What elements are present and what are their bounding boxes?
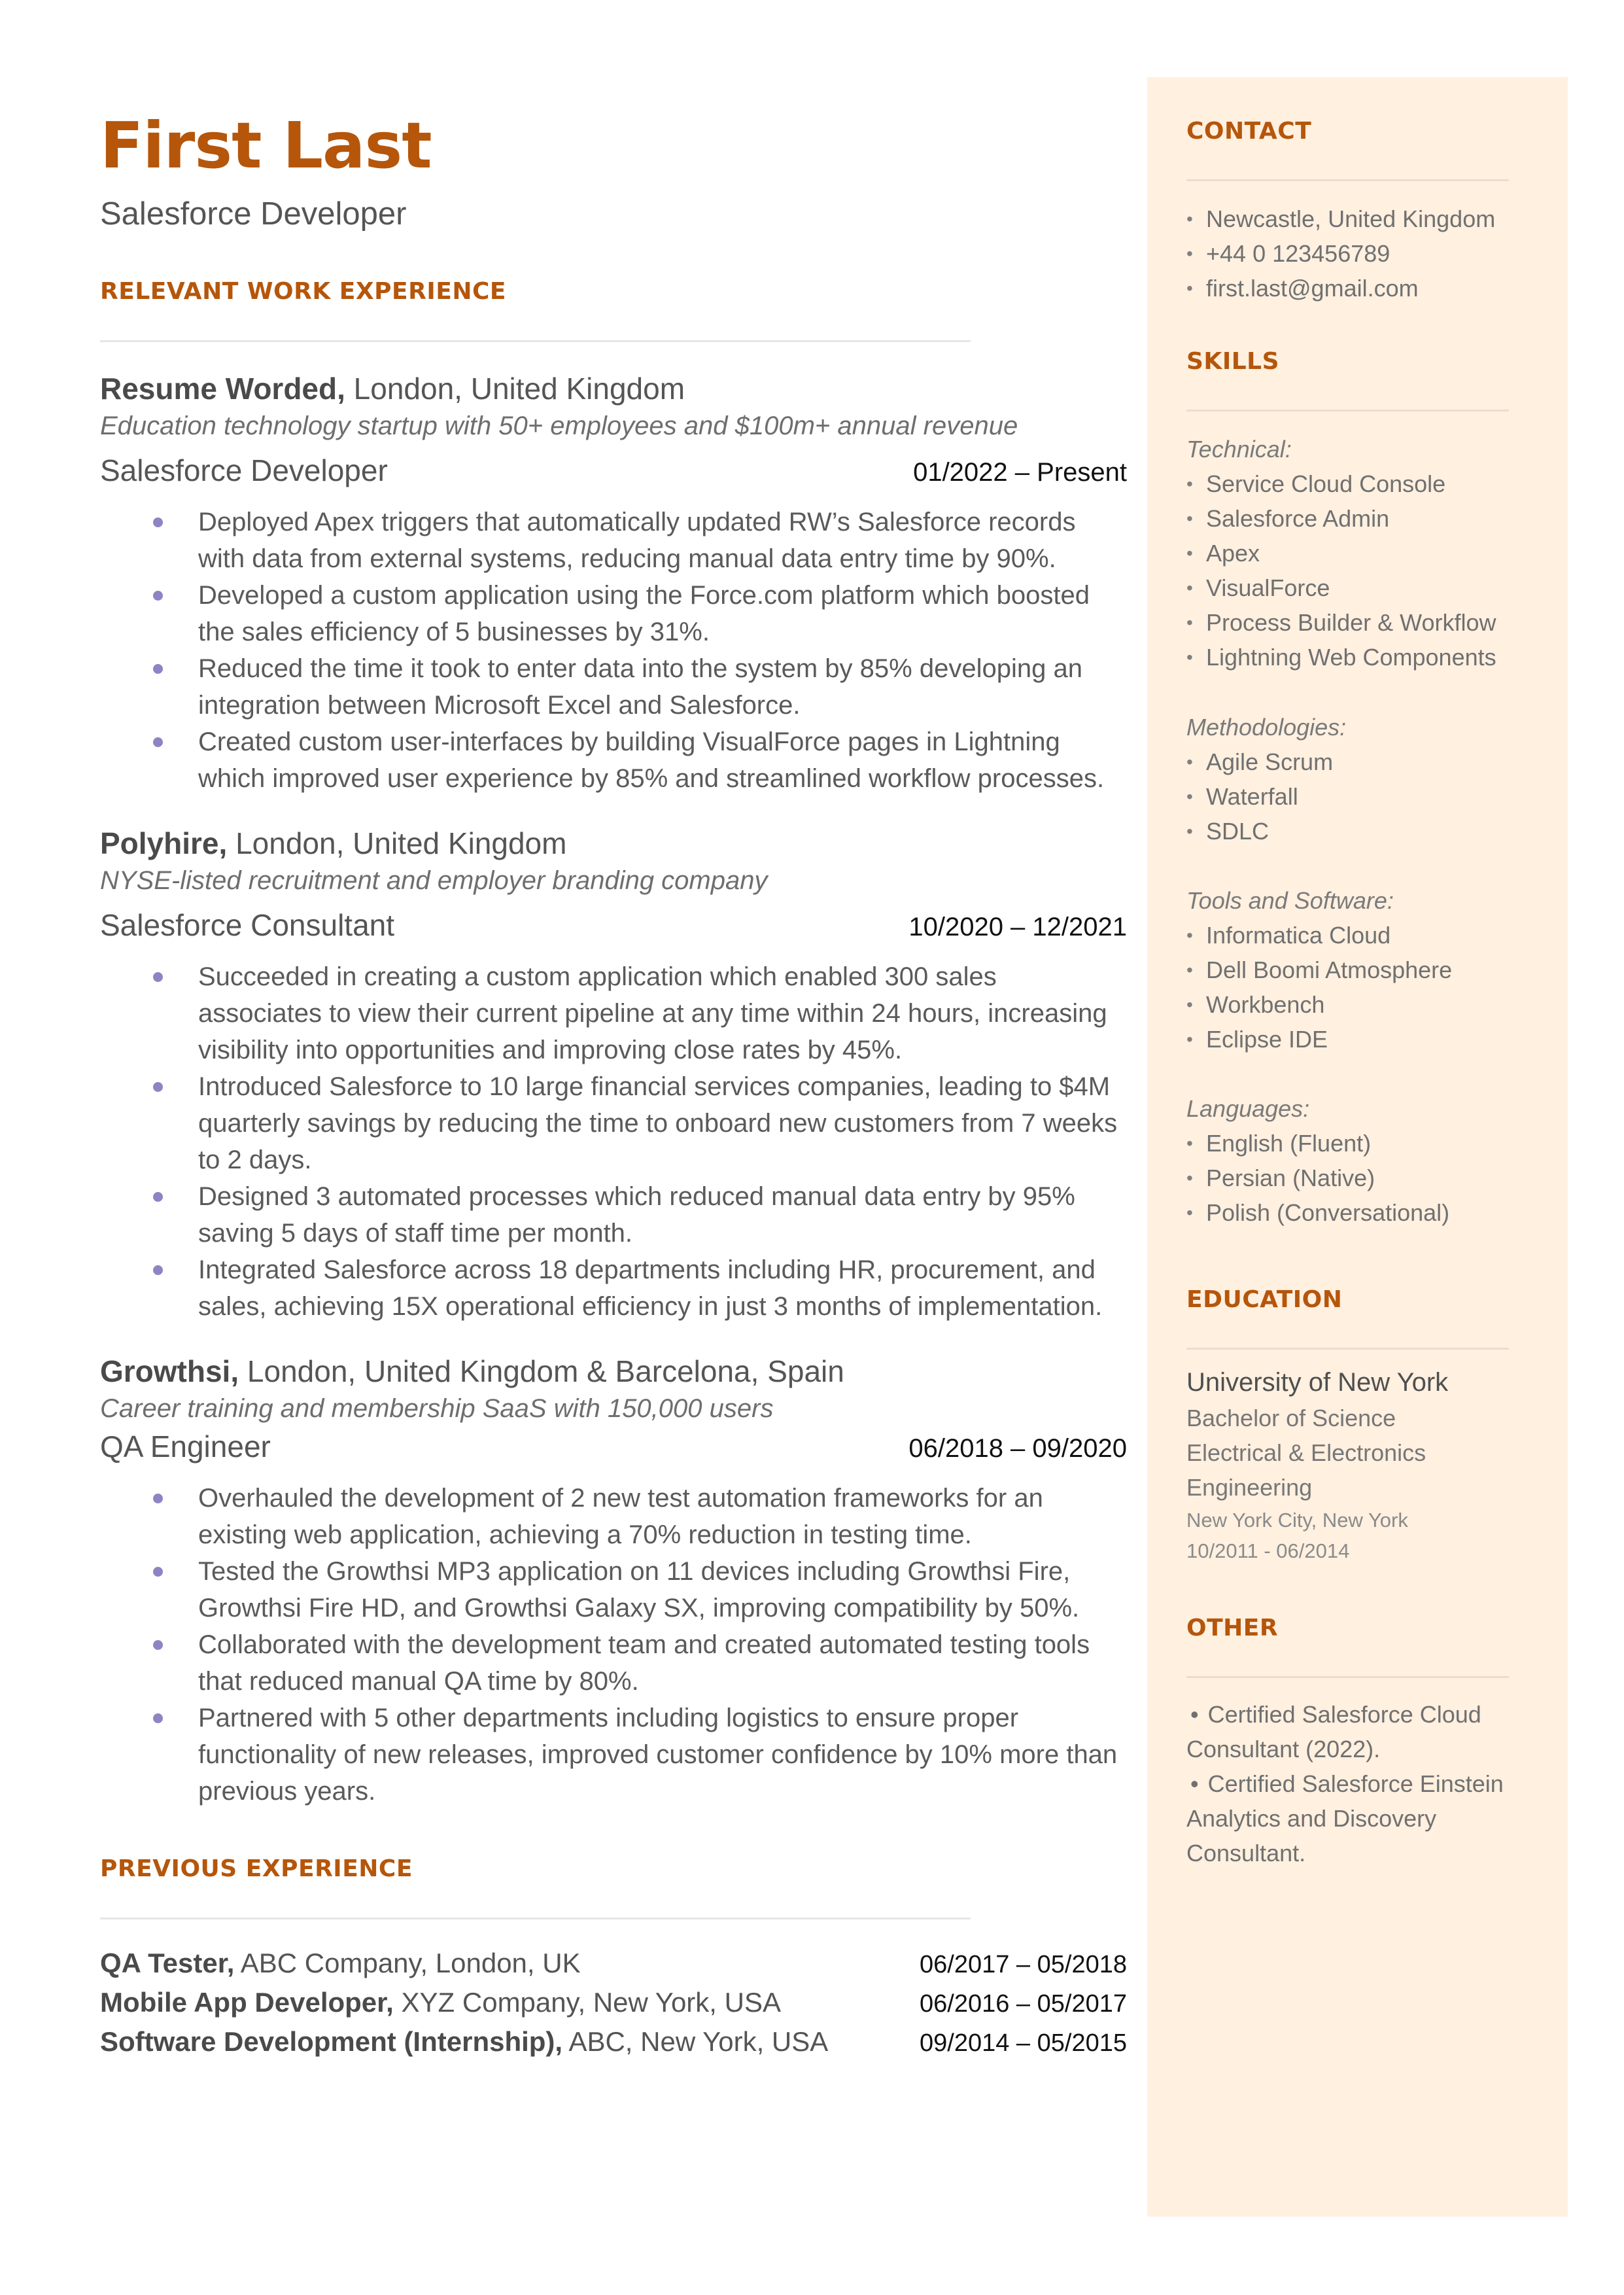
job-role: Salesforce Developer (100, 453, 388, 487)
company-name: Polyhire, (100, 826, 228, 860)
work-experience-heading: RELEVANT WORK EXPERIENCE (100, 277, 506, 305)
job-dates: 01/2022 – Present (913, 457, 1127, 487)
company-description: Career training and membership SaaS with 150,000 users (100, 1393, 774, 1423)
job-role: QA Engineer (100, 1429, 271, 1463)
job-role: Salesforce Consultant (100, 907, 395, 942)
job-bullets (100, 958, 1127, 1325)
skill-item: • Waterfall (1186, 779, 1509, 814)
sidebar (1147, 77, 1568, 2216)
skill-item: • Workbench (1186, 987, 1509, 1022)
contact-phone: • +44 0 123456789 (1186, 236, 1509, 271)
other-item: • Certified Salesforce Einstein Analytics and Discovery Consultant. (1186, 1770, 1504, 1866)
job-bullets (100, 504, 1127, 797)
skill-item: • Process Builder & Workflow (1186, 605, 1509, 640)
tools-label: Tools and Software: (1186, 887, 1394, 914)
company-description: Education technology startup with 50+ employees and $100m+ annual revenue (100, 411, 1018, 440)
skill-item: • SDLC (1186, 814, 1509, 849)
section-divider (100, 340, 971, 342)
previous-experience-row (100, 1984, 1127, 2023)
company-name: Growthsi, (100, 1354, 239, 1388)
section-divider (1186, 410, 1509, 412)
education-entry (1186, 1365, 1509, 1566)
section-divider (1186, 179, 1509, 181)
technical-skills-list (1186, 466, 1509, 674)
skill-item: • Apex (1186, 536, 1509, 570)
job-bullet: Integrated Salesforce across 18 departments including HR, procurement, and sales, achieving 15X operational efficiency in just 3 months of implementation. (198, 1252, 1127, 1325)
education-degree: Bachelor of Science (1186, 1405, 1396, 1431)
job-bullet: Overhauled the development of 2 new test automation frameworks for an existing web application, achieving a 70% reduction in testing time. (198, 1480, 1127, 1553)
previous-dates: 09/2014 – 05/2015 (920, 2029, 1127, 2057)
previous-dates: 06/2017 – 05/2018 (920, 1950, 1127, 1978)
methodologies-label: Methodologies: (1186, 714, 1347, 741)
previous-title: Mobile App Developer, (100, 1986, 394, 2018)
education-degree: Engineering (1186, 1474, 1313, 1501)
company-location: London, United Kingdom (345, 371, 685, 406)
job-bullet: Designed 3 automated processes which reduced manual data entry by 95% saving 5 days of staff time per month. (198, 1178, 1127, 1252)
section-divider (100, 1918, 971, 1919)
skill-item: • Dell Boomi Atmosphere (1186, 953, 1509, 987)
job-dates: 10/2020 – 12/2021 (908, 912, 1127, 941)
role-row (100, 1429, 1127, 1464)
contact-location: • Newcastle, United Kingdom (1186, 201, 1509, 236)
language-item: • Persian (Native) (1186, 1161, 1509, 1195)
previous-experience-row (100, 1944, 1127, 1984)
tools-list (1186, 918, 1509, 1057)
previous-dates: 06/2016 – 05/2017 (920, 1989, 1127, 2018)
skills-heading: SKILLS (1186, 348, 1280, 375)
section-divider (1186, 1348, 1509, 1350)
education-degree: Electrical & Electronics (1186, 1439, 1426, 1466)
education-dates: 10/2011 - 06/2014 (1186, 1539, 1350, 1562)
company-location: London, United Kingdom (227, 826, 567, 860)
technical-label: Technical: (1186, 436, 1292, 463)
skill-item: • Informatica Cloud (1186, 918, 1509, 953)
language-item: • English (Fluent) (1186, 1126, 1509, 1161)
contact-list (1186, 201, 1509, 306)
previous-title: Software Development (Internship), (100, 2025, 563, 2057)
skill-item: • Eclipse IDE (1186, 1022, 1509, 1057)
previous-experience-list (100, 1944, 1127, 2062)
job-entry (100, 826, 1127, 1325)
job-bullet: Deployed Apex triggers that automatically updated RW’s Salesforce records with data from external systems, reducing manual data entry time by 90%. (198, 504, 1127, 577)
company-line (100, 826, 1127, 861)
languages-label: Languages: (1186, 1095, 1310, 1122)
job-bullet: Created custom user-interfaces by building VisualForce pages in Lightning which improved user experience by 85% and streamlined workflow processes. (198, 724, 1127, 797)
skill-item: • Lightning Web Components (1186, 640, 1509, 674)
previous-company: XYZ Company, New York, USA (393, 1986, 781, 2018)
job-bullet: Developed a custom application using the Force.com platform which boosted the sales efficiency of 5 businesses by 31%. (198, 577, 1127, 650)
role-row (100, 453, 1127, 488)
job-bullet: Tested the Growthsi MP3 application on 11 devices including Growthsi Fire, Growthsi Fire HD, and Growthsi Galaxy SX, improving compatibility by 50%. (198, 1553, 1127, 1626)
job-dates: 06/2018 – 09/2020 (908, 1433, 1127, 1463)
company-line (100, 371, 1127, 406)
previous-title: QA Tester, (100, 1947, 235, 1978)
job-entry (100, 371, 1127, 797)
skill-item: • Service Cloud Console (1186, 466, 1509, 501)
other-item: • Certified Salesforce Cloud Consultant (2022). (1186, 1701, 1481, 1762)
skill-item: • Agile Scrum (1186, 745, 1509, 779)
methodologies-list (1186, 745, 1509, 849)
company-name: Resume Worded, (100, 371, 345, 406)
previous-company: ABC Company, London, UK (234, 1947, 581, 1978)
contact-heading: CONTACT (1186, 118, 1312, 145)
job-bullet: Succeeded in creating a custom application which enabled 300 sales associates to view their current pipeline at any time within 24 hours, increasing visibility into opportunities and improving close rates by 45%. (198, 958, 1127, 1068)
other-heading: OTHER (1186, 1615, 1279, 1641)
main-column (100, 111, 1127, 2062)
previous-experience-heading: PREVIOUS EXPERIENCE (100, 1855, 413, 1882)
contact-email[interactable]: • first.last@gmail.com (1186, 271, 1509, 306)
skill-item: • VisualForce (1186, 570, 1509, 605)
role-row (100, 907, 1127, 943)
job-bullet: Introduced Salesforce to 10 large financial services companies, leading to $4M quarterly savings by reducing the time to onboard new customers from 7 weeks to 2 days. (198, 1068, 1127, 1178)
education-heading: EDUCATION (1186, 1286, 1343, 1313)
skill-item: • Salesforce Admin (1186, 501, 1509, 536)
company-location: London, United Kingdom & Barcelona, Spain (239, 1354, 844, 1388)
candidate-name: First Last (100, 109, 432, 183)
job-bullet: Collaborated with the development team and created automated testing tools that reduced manual QA time by 80%. (198, 1626, 1127, 1700)
other-list (1186, 1697, 1509, 1870)
education-location: New York City, New York (1186, 1509, 1408, 1532)
job-entry (100, 1354, 1127, 1810)
job-bullet: Reduced the time it took to enter data into the system by 85% developing an integration between Microsoft Excel and Salesforce. (198, 650, 1127, 724)
language-item: • Polish (Conversational) (1186, 1195, 1509, 1230)
previous-experience-row (100, 2023, 1127, 2062)
education-school: University of New York (1186, 1368, 1449, 1397)
company-line (100, 1354, 1127, 1389)
job-bullet: Partnered with 5 other departments including logistics to ensure proper functionality of new releases, improved customer confidence by 10% more than previous years. (198, 1700, 1127, 1810)
job-bullets (100, 1480, 1127, 1810)
candidate-title: Salesforce Developer (100, 196, 407, 232)
languages-list (1186, 1126, 1509, 1230)
previous-company: ABC, New York, USA (562, 2025, 829, 2057)
section-divider (1186, 1676, 1509, 1678)
company-description: NYSE-listed recruitment and employer branding company (100, 866, 768, 895)
